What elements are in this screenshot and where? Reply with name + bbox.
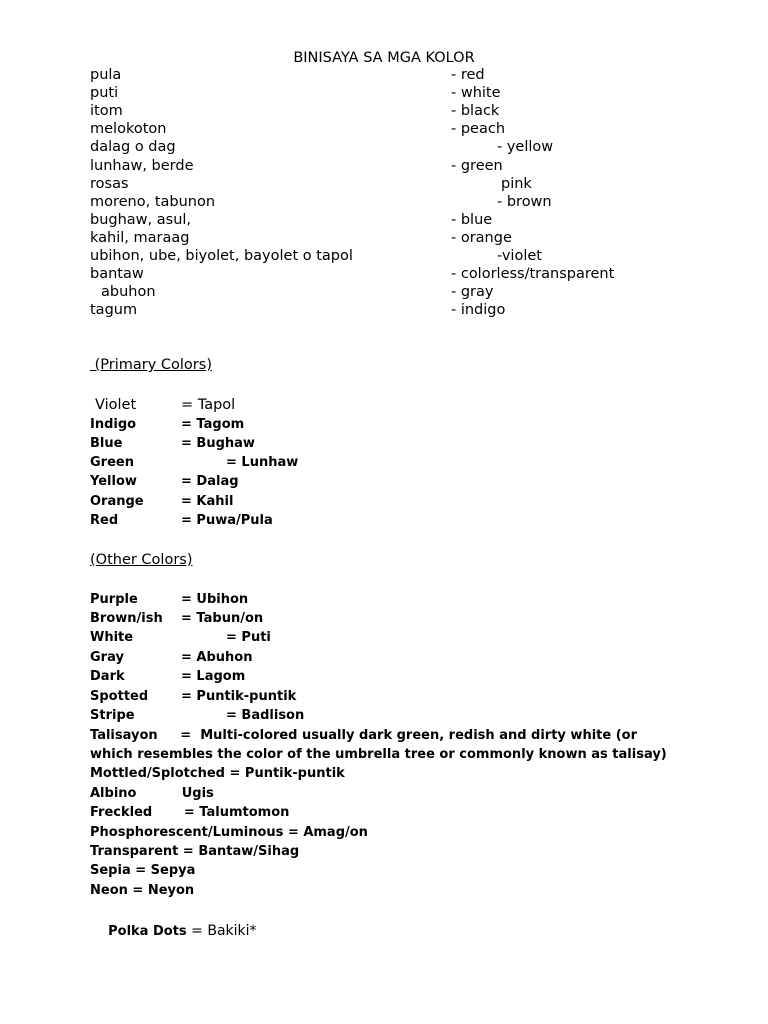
vocab-meaning: - orange <box>451 230 512 246</box>
color-value: = Puwa/Pula <box>181 513 273 528</box>
color-value: = Abuhon <box>181 650 253 665</box>
freckled-line: Freckled = Talumtomon <box>90 805 290 820</box>
primary-colors-heading: (Primary Colors) <box>90 357 212 373</box>
color-value: = Tapol <box>181 397 236 413</box>
color-value: = Kahil <box>181 494 234 509</box>
color-value: = Tagom <box>181 417 245 432</box>
talisayon-line-1: Talisayon = Multi-colored usually dark green, redish and dirty white (or <box>90 728 637 743</box>
color-label: Green <box>90 455 134 470</box>
sepia-line: Sepia = Sepya <box>90 863 196 878</box>
vocab-meaning: - green <box>451 158 503 174</box>
vocab-term: moreno, tabunon <box>90 194 216 210</box>
other-color-row <box>0 629 768 647</box>
vocab-term: bughaw, asul, <box>90 212 192 228</box>
vocab-term: kahil, maraag <box>90 230 190 246</box>
vocab-term: ubihon, ube, biyolet, bayolet o tapol <box>90 248 353 264</box>
color-label: White <box>90 630 134 645</box>
vocab-row <box>0 211 768 229</box>
color-label: Stripe <box>90 708 135 723</box>
vocab-row <box>0 229 768 247</box>
vocab-term: dalag o dag <box>90 139 176 155</box>
color-value: = Ubihon <box>181 592 249 607</box>
color-value: = Lagom <box>181 669 246 684</box>
vocab-row <box>0 301 768 319</box>
vocab-term: lunhaw, berde <box>90 158 194 174</box>
primary-color-row <box>0 416 768 434</box>
vocab-meaning: - peach <box>451 121 506 137</box>
color-label: Orange <box>90 494 144 509</box>
vocab-meaning: - gray <box>451 284 494 300</box>
vocab-term: tagum <box>90 302 138 318</box>
vocab-meaning: - yellow <box>497 139 554 155</box>
color-value: = Dalag <box>181 474 239 489</box>
vocab-row <box>0 66 768 84</box>
vocab-row <box>0 265 768 283</box>
vocab-row <box>0 102 768 120</box>
other-color-row <box>0 591 768 609</box>
color-value: = Tabun/on <box>181 611 264 626</box>
phosphorescent-line: Phosphorescent/Luminous = Amag/on <box>90 825 368 840</box>
vocab-meaning: - indigo <box>451 302 506 318</box>
primary-color-row <box>0 493 768 511</box>
color-value: = Lunhaw <box>226 455 299 470</box>
primary-color-row <box>0 473 768 491</box>
vocab-row <box>0 84 768 102</box>
color-label: Violet <box>95 397 137 413</box>
color-value: = Badlison <box>226 708 305 723</box>
vocab-row <box>0 120 768 138</box>
other-color-row <box>0 649 768 667</box>
color-label: Purple <box>90 592 138 607</box>
vocab-meaning: - blue <box>451 212 493 228</box>
vocab-term: melokoton <box>90 121 167 137</box>
primary-color-row <box>0 396 768 414</box>
albino-line: Albino Ugis <box>90 786 214 801</box>
polka-dots-label: Polka Dots <box>108 924 192 939</box>
color-label: Red <box>90 513 119 528</box>
vocab-term: abuhon <box>101 284 156 300</box>
vocab-meaning: - white <box>451 85 501 101</box>
vocab-term: itom <box>90 103 123 119</box>
color-value: = Puti <box>226 630 271 645</box>
primary-color-row <box>0 454 768 472</box>
vocab-row <box>0 175 768 193</box>
vocab-row <box>0 247 768 265</box>
color-label: Dark <box>90 669 125 684</box>
vocab-term: bantaw <box>90 266 144 282</box>
vocab-row <box>0 138 768 156</box>
other-color-row <box>0 668 768 686</box>
vocab-row <box>0 283 768 301</box>
color-label: Yellow <box>90 474 137 489</box>
vocab-row <box>0 193 768 211</box>
vocab-meaning: - black <box>451 103 500 119</box>
vocab-row <box>0 157 768 175</box>
other-color-row <box>0 688 768 706</box>
vocab-term: rosas <box>90 176 129 192</box>
color-label: Gray <box>90 650 124 665</box>
neon-line: Neon = Neyon <box>90 883 195 898</box>
primary-color-row <box>0 435 768 453</box>
polka-dots-line <box>90 904 257 959</box>
mottled-line: Mottled/Splotched = Puntik-puntik <box>90 766 345 781</box>
vocab-term: puti <box>90 85 119 101</box>
color-label: Indigo <box>90 417 137 432</box>
vocab-meaning: pink <box>501 176 532 192</box>
vocab-meaning: - brown <box>497 194 552 210</box>
other-color-row <box>0 610 768 628</box>
vocab-meaning: -violet <box>497 248 542 264</box>
transparent-line: Transparent = Bantaw/Sihag <box>90 844 300 859</box>
color-label: Blue <box>90 436 123 451</box>
vocab-term: pula <box>90 67 122 83</box>
polka-dots-value: = Bakiki* <box>191 923 257 939</box>
color-value: = Bughaw <box>181 436 255 451</box>
color-label: Brown/ish <box>90 611 163 626</box>
other-colors-heading: (Other Colors) <box>90 552 193 568</box>
vocab-meaning: - red <box>451 67 485 83</box>
primary-color-row <box>0 512 768 530</box>
talisayon-line-2: which resembles the color of the umbrella tree or commonly known as talisay) <box>90 747 667 762</box>
document-title: BINISAYA SA MGA KOLOR <box>293 50 475 66</box>
color-value: = Puntik-puntik <box>181 689 297 704</box>
other-color-row <box>0 707 768 725</box>
vocab-meaning: - colorless/transparent <box>451 266 615 282</box>
color-label: Spotted <box>90 689 149 704</box>
